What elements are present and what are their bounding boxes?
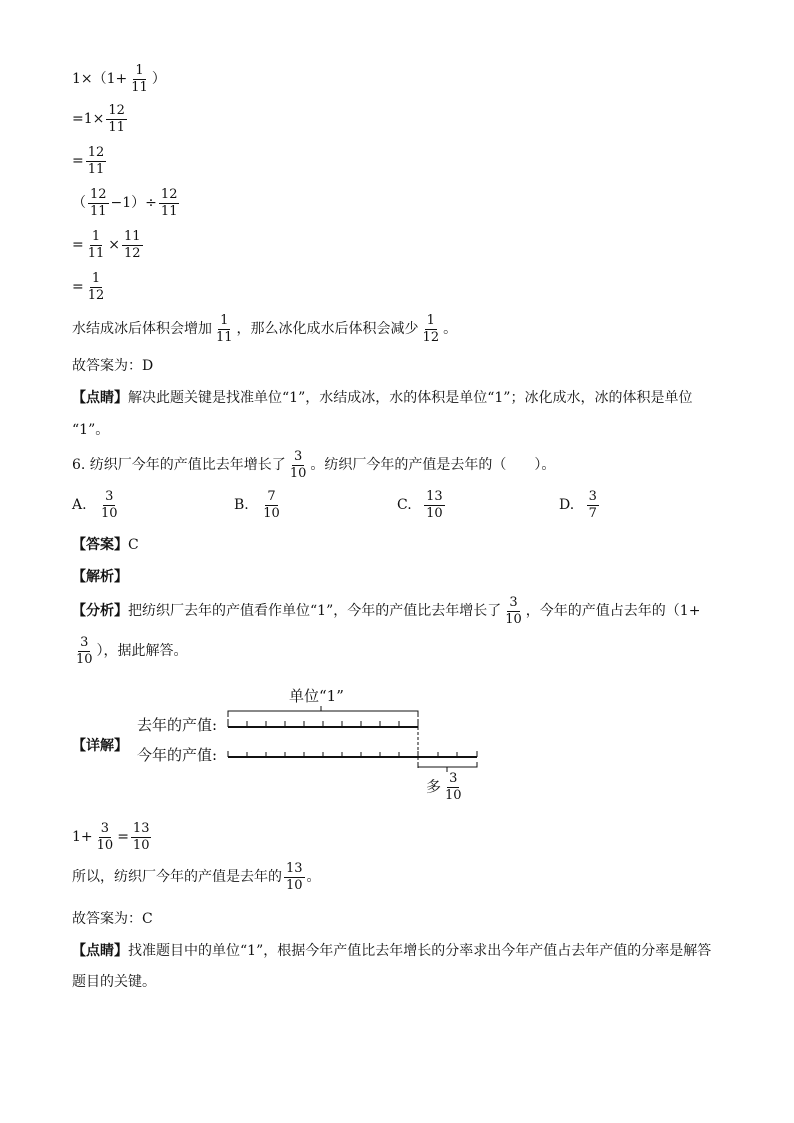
comment-tag: 【点睛】 <box>72 390 128 406</box>
fraction: $\frac{13}{10}$ <box>286 861 303 893</box>
fraction: $\frac{12}{11}$ <box>87 145 105 177</box>
last-year-ticks <box>228 719 418 727</box>
q5-answer: 故答案为：D <box>72 358 154 374</box>
fraction: $\frac{1}{12}$ <box>422 313 440 345</box>
fraction: $\frac{3}{7}$ <box>588 489 597 521</box>
fraction: $\frac{3}{10}$ <box>101 489 118 521</box>
fraction: $\frac{13}{10}$ <box>132 821 150 853</box>
q6-answer: 【答案】C <box>72 537 139 553</box>
option-c[interactable]: C. $\frac{13}{10}$ <box>397 489 443 521</box>
calc-line-1 <box>72 64 166 94</box>
calc-line-5 <box>72 230 145 260</box>
q5-conclusion: 水结成冰后体积会增加 $\frac{1}{11}$ ，那么冰化成水后体积会减少 $\frac{1}{12}$ 。 <box>72 313 458 345</box>
extra-brace <box>418 762 477 772</box>
expr-text: −1）÷ <box>110 195 157 212</box>
q6-so: 所以，纺织厂今年的产值是去年的 $\frac{13}{10}$ 。 <box>72 861 321 893</box>
fraction: $\frac{3}{10}$ <box>289 449 307 481</box>
fraction: $\frac{1}{11}$ <box>131 63 148 95</box>
top-label: 单位“1” <box>289 687 344 705</box>
option-b[interactable]: B. $\frac{7}{10}$ <box>234 489 280 521</box>
row-label-last-year: 去年的产值: <box>137 716 218 734</box>
option-a[interactable]: A. $\frac{3}{10}$ <box>72 489 118 521</box>
extra-label: 多 $\frac{3}{10}$ <box>426 771 462 803</box>
q6-comment-cont: 题目的关键。 <box>72 974 156 990</box>
q5-comment-cont: “1”。 <box>72 422 110 438</box>
this-year-ticks <box>228 751 477 757</box>
expr-text: = <box>72 153 84 170</box>
unit-brace <box>228 706 418 717</box>
calc-line-6 <box>72 272 108 302</box>
fenxi-tag: 【分析】 <box>72 603 128 620</box>
calc-line-4 <box>72 188 181 218</box>
fraction: $\frac{12}{11}$ <box>90 187 107 219</box>
calc-line-2 <box>72 104 129 134</box>
expr-text: =1× <box>72 111 105 128</box>
q5-comment: 【点睛】解决此题关键是找准单位“1”，水结成冰，水的体积是单位“1”；冰化成水，冰的体积是单位 <box>72 390 693 406</box>
detail-tag: 【详解】 <box>72 738 128 754</box>
comment-tag: 【点睛】 <box>72 943 128 959</box>
fraction: $\frac{7}{10}$ <box>263 489 280 521</box>
q6-stem: 6. 纺织厂今年的产值比去年增长了 $\frac{3}{10}$ 。纺织厂今年的产值是去年的（ ）。 <box>72 449 556 481</box>
expr-text: ） <box>151 71 166 88</box>
fraction: $\frac{3}{10}$ <box>76 635 93 667</box>
row-label-this-year: 今年的产值: <box>137 746 218 764</box>
expr-text: = <box>72 279 84 296</box>
q6-comment: 【点睛】找准题目中的单位“1”，根据今年产值比去年增长的分率求出今年产值占去年产值的分率是解答 <box>72 943 712 959</box>
analysis-tag: 【解析】 <box>72 569 128 585</box>
fraction: $\frac{1}{12}$ <box>87 271 105 303</box>
expr-text: = <box>72 237 84 254</box>
fraction: $\frac{3}{10}$ <box>445 771 462 803</box>
option-d[interactable]: D. $\frac{3}{7}$ <box>559 489 597 521</box>
fraction: $\frac{12}{11}$ <box>108 103 125 135</box>
fraction: $\frac{11}{12}$ <box>124 229 141 261</box>
expr-text: （ <box>72 195 86 212</box>
fraction: $\frac{13}{10}$ <box>426 489 443 521</box>
fraction: $\frac{3}{10}$ <box>505 595 522 627</box>
fraction: $\frac{3}{10}$ <box>96 821 114 853</box>
q6-fenxi-cont: $\frac{3}{10}$ ），据此解答。 <box>76 635 188 667</box>
fraction: $\frac{1}{11}$ <box>216 313 233 345</box>
fraction: $\frac{12}{11}$ <box>160 187 178 219</box>
expr-text: × <box>108 237 121 254</box>
q6-equation: 1+ $\frac{3}{10}$ = $\frac{13}{10}$ <box>72 821 150 853</box>
expr-text: 1×（1+ <box>72 71 128 88</box>
fraction: $\frac{1}{11}$ <box>87 229 105 261</box>
q6-fenxi: 【分析】把纺织厂去年的产值看作单位“1”，今年的产值比去年增长了 $\frac{3}{10}$ ，今年的产值占去年的（1+ <box>72 595 701 627</box>
q6-final-answer: 故答案为：C <box>72 911 153 927</box>
calc-line-3 <box>72 146 108 176</box>
answer-tag: 【答案】 <box>72 537 128 553</box>
